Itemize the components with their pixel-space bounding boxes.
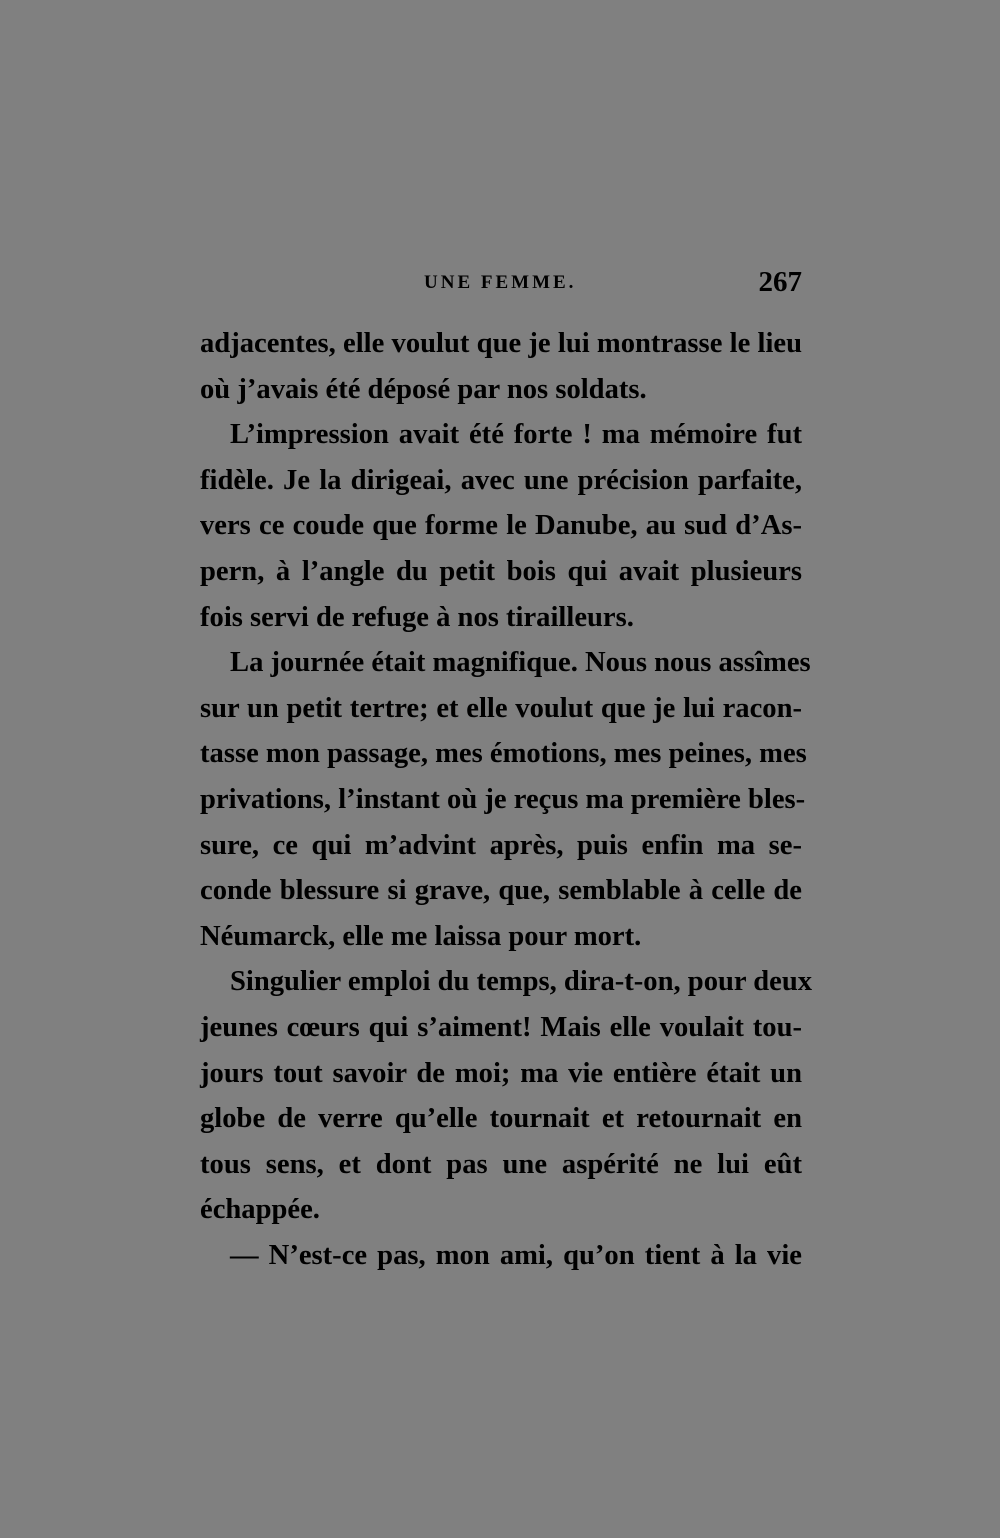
text-line: globe de verre qu’elle tournait et retournait en [200,1103,802,1135]
text-line: jours tout savoir de moi; ma vie entière était un [200,1057,802,1089]
text-line: L’impression avait été forte ! ma mémoire fut [230,419,802,451]
page-number: 267 [758,266,802,298]
text-line: fidèle. Je la dirigeai, avec une précision parfaite, [200,464,802,496]
running-head [200,266,802,306]
text-line: privations, l’instant où je reçus ma première bles- [200,783,806,815]
text-line: pern, à l’angle du petit bois qui avait plusieurs [200,555,802,587]
text-line: tous sens, et dont pas une aspérité ne lui eût [200,1148,802,1180]
text-line: vers ce coude que forme le Danube, au sud d’As- [200,510,802,542]
text-line: tasse mon passage, mes émotions, mes peines, mes [200,738,807,770]
text-line: Néumarck, elle me laissa pour mort. [200,920,642,952]
running-title: UNE FEMME. [424,272,577,293]
text-line: sure, ce qui m’advint après, puis enfin ma se- [200,829,802,861]
text-line: La journée était magnifique. Nous nous assîmes [230,647,811,679]
body-text [200,321,813,1278]
text-line: jeunes cœurs qui s’aiment! Mais elle voulait tou- [200,1011,802,1043]
text-line: sur un petit tertre; et elle voulut que je lui racon- [200,692,802,724]
text-line: où j’avais été déposé par nos soldats. [200,373,647,405]
text-line: échappée. [200,1194,320,1226]
text-line: fois servi de refuge à nos tirailleurs. [200,601,634,633]
text-line: adjacentes, elle voulut que je lui montrasse le lieu [200,328,802,359]
text-line: — N’est-ce pas, mon ami, qu’on tient à la vie [230,1239,802,1271]
text-line: Singulier emploi du temps, dira-t-on, pour deux [230,966,813,998]
text-line: conde blessure si grave, que, semblable à celle de [200,875,802,907]
